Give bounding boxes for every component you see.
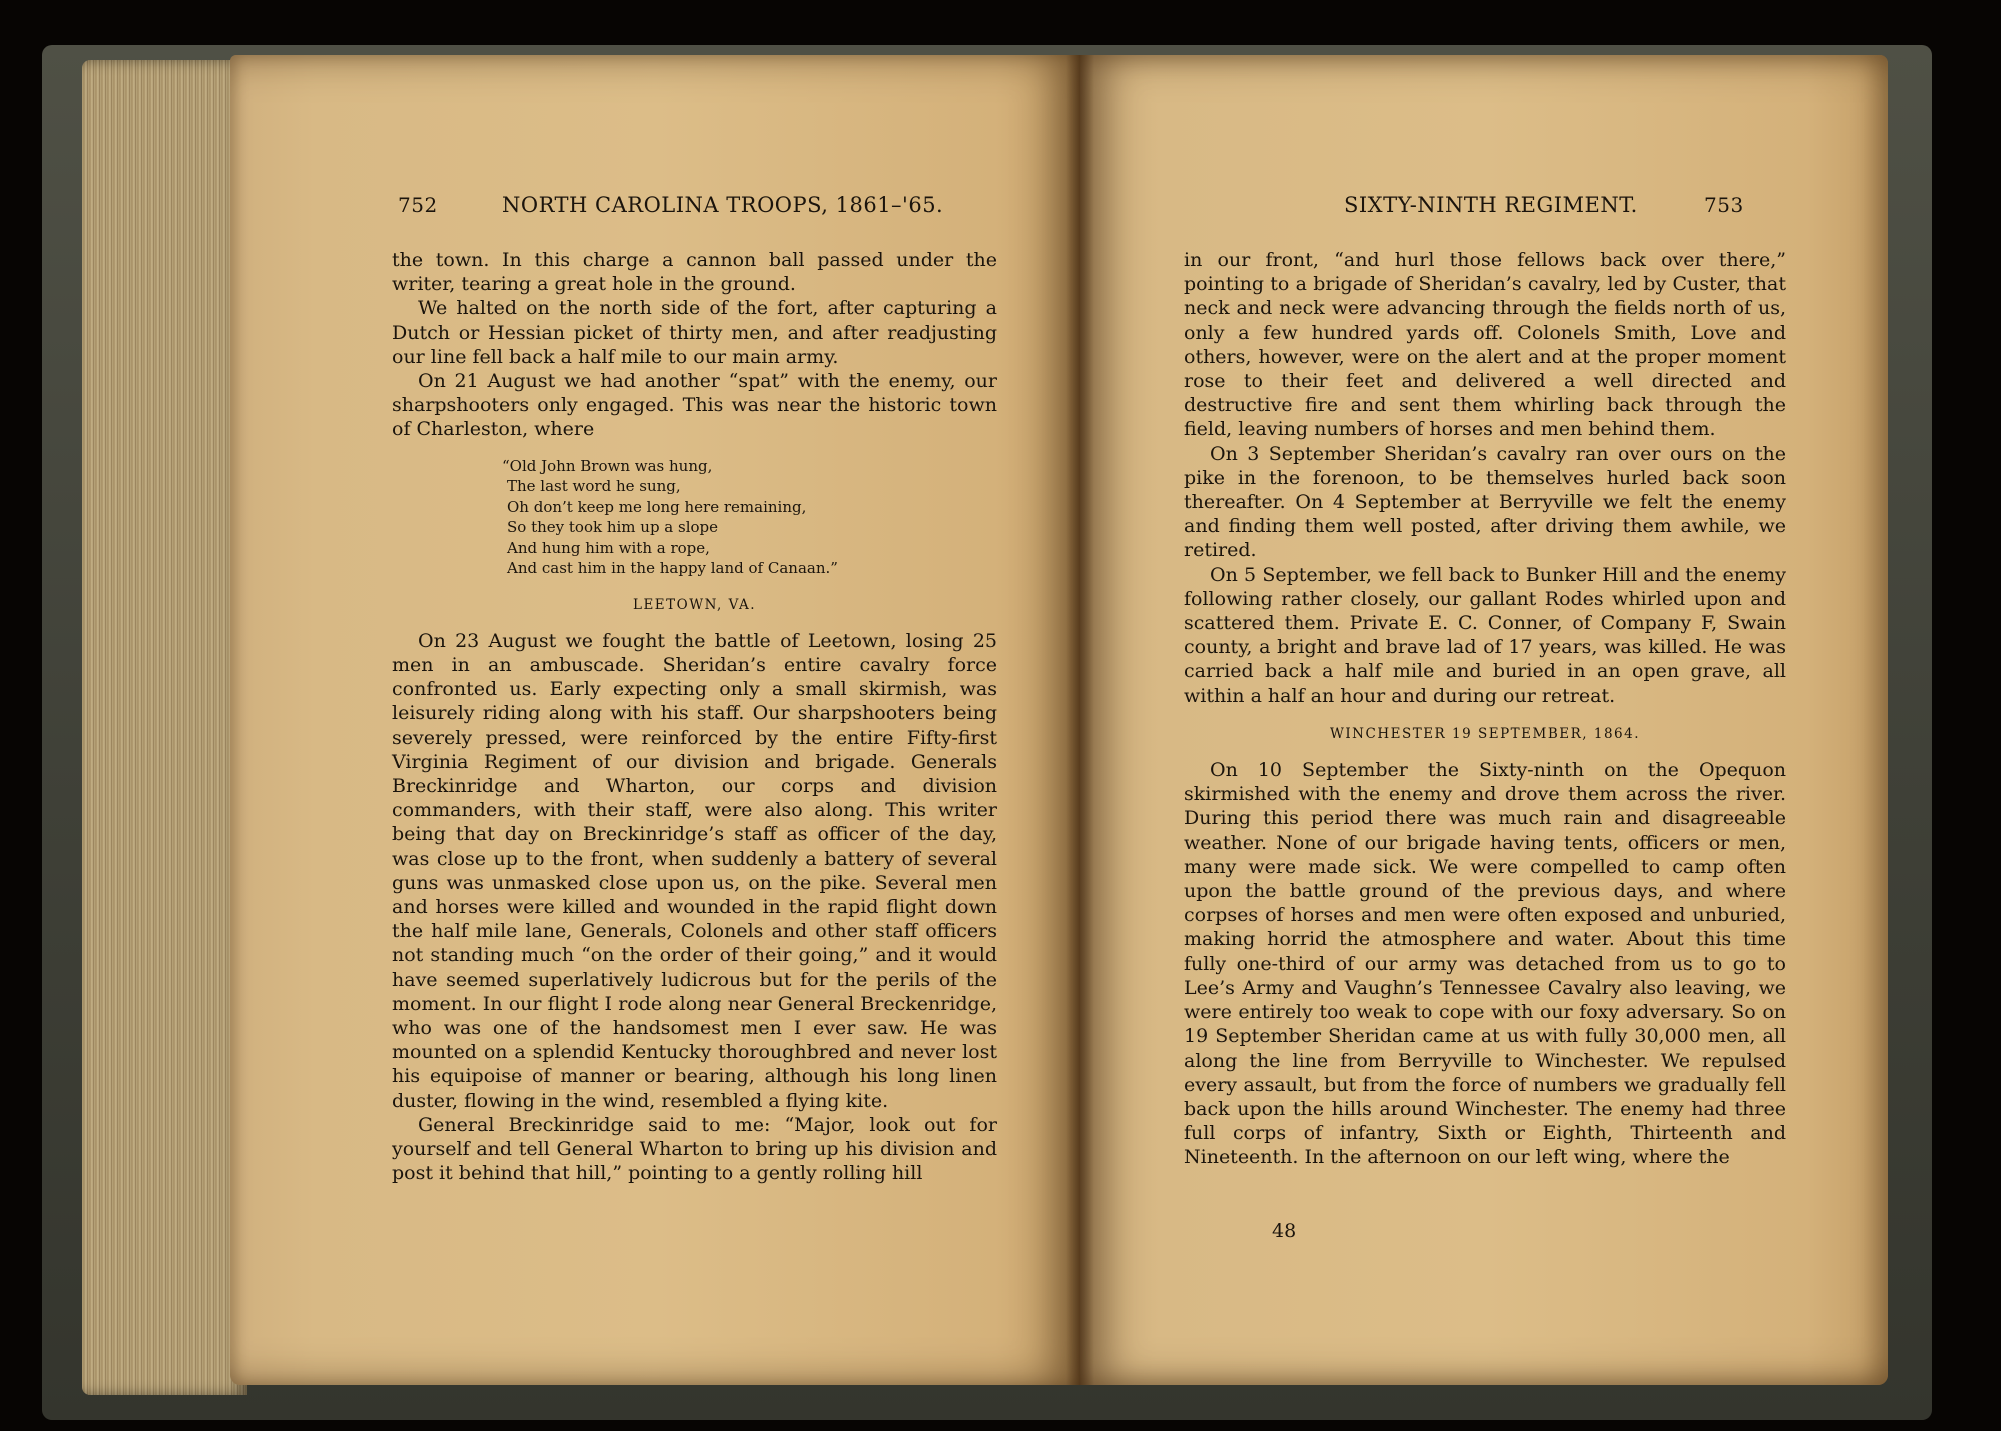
- left-paragraph-5: General Breckinridge said to me: “Major, look out for yourself and tell General Wharton to bring up his division and post it behind that hill,” pointing to a gently rolling hill: [392, 1113, 997, 1185]
- poem-line: And hung him with a rope,: [507, 538, 710, 557]
- right-page-number: 753: [1704, 193, 1744, 217]
- right-paragraph-1: in our front, “and hurl those fellows back over there,” pointing to a brigade of Sheridan’s cavalry, led by Custer, that neck and neck were advancing through the fields north of us, only a few hundred yards off. Colonels Smith, Love and others, however, were on the alert and at the proper moment rose to their feet and delivered a well directed and destructive fire and sent them whirling back through the field, leaving numbers of horses and men behind them.: [1184, 249, 1786, 441]
- page-edges: [82, 60, 247, 1395]
- poem-line: So they took him up a slope: [507, 518, 719, 537]
- poem-line: Oh don’t keep me long here remaining,: [507, 497, 807, 516]
- left-page-body: [392, 248, 997, 1186]
- section-heading-leetown: LEETOWN, VA.: [632, 596, 757, 613]
- poem-line: “Old John Brown was hung,: [502, 456, 713, 475]
- poem-line: The last word he sung,: [507, 477, 681, 496]
- right-paragraph-4: On 10 September the Sixty-ninth on the Opequon skirmished with the enemy and drove them across the river. During this period there was much rain and disagreeable weather. None of our brigade having tents, officers or men, many were made sick. We were compelled to camp often upon the battle ground of the previous days, and where corpses of horses and men were often exposed and unburied, making horrid the atmosphere and water. About this time fully one-third of our army was detached from us to go to Lee’s Army and Vaughn’s Tennessee Cavalry also leaving, we were entirely too weak to cope with our foxy adversary. So on 19 September Sheridan came at us with fully 30,000 men, all along the line from Berryville to Winchester. We repulsed every assault, but from the force of numbers we gradually fell back upon the hills around Winchester. The enemy had three full corps of infantry, Sixth or Eighth, Thirteenth and Nineteenth. In the afternoon on our left wing, where the: [1184, 759, 1786, 1169]
- left-paragraph-2: We halted on the north side of the fort, after capturing a Dutch or Hessian picket of thirty men, and after readjusting our line fell back a half mile to our main army.: [392, 297, 997, 368]
- right-paragraph-2: On 3 September Sheridan’s cavalry ran over ours on the pike in the forenoon, to be themselves hurled back soon thereafter. On 4 September at Berryville we felt the enemy and finding them well posted, after driving them awhile, we retired.: [1184, 442, 1786, 562]
- left-page: [230, 55, 1080, 1385]
- left-page-number: 752: [398, 193, 438, 217]
- right-page: [1080, 55, 1888, 1385]
- poem-quote: [502, 456, 997, 579]
- left-paragraph-3: On 21 August we had another “spat” with the enemy, our sharpshooters only engaged. This was near the historic town of Charleston, where: [392, 370, 997, 441]
- left-paragraph-4: On 23 August we fought the battle of Leetown, losing 25 men in an ambuscade. Sheridan’s entire cavalry force confronted us. Early expecting only a small skirmish, was leisurely riding along with his staff. Our sharpshooters being severely pressed, were reinforced by the entire Fifty-first Virginia Regiment of our division and brigade. Generals Breckinridge and Wharton, our corps and division commanders, with their staff, were also along. This writer being that day on Breckinridge’s staff as officer of the day, was close up to the front, when suddenly a battery of several guns was unmasked close upon us, on the pike. Several men and horses were killed and wounded in the rapid flight down the half mile lane, Generals, Colonels and other staff officers not standing much “on the order of their going,” and it would have seemed superlatively ludicrous but for the perils of the moment. In our flight I rode along near General Breckenridge, who was one of the handsomest men I ever saw. He was mounted on a splendid Kentucky thoroughbred and never lost his equipoise of manner or bearing, although his long linen duster, flowing in the wind, resembled a flying kite.: [392, 629, 997, 1112]
- section-heading-winchester: WINCHESTER 19 SEPTEMBER, 1864.: [1329, 725, 1641, 742]
- book-gutter: [1066, 55, 1094, 1385]
- poem-line: And cast him in the happy land of Canaan.”: [507, 559, 838, 578]
- left-paragraph-1: the town. In this charge a cannon ball passed under the writer, tearing a great hole in the ground.: [392, 249, 997, 296]
- left-running-head: NORTH CAROLINA TROOPS, 1861–'65.: [502, 193, 944, 217]
- right-running-head: SIXTY-NINTH REGIMENT.: [1344, 193, 1638, 217]
- right-paragraph-3: On 5 September, we fell back to Bunker Hill and the enemy following rather closely, our gallant Rodes whirled upon and scattered them. Private E. C. Conner, of Company F, Swain county, a bright and brave lad of 17 years, was killed. He was carried back a half mile and buried in an open grave, all within a half an hour and during our retreat.: [1184, 563, 1786, 707]
- signature-mark: 48: [1272, 1220, 1297, 1242]
- right-page-body: [1184, 248, 1786, 1170]
